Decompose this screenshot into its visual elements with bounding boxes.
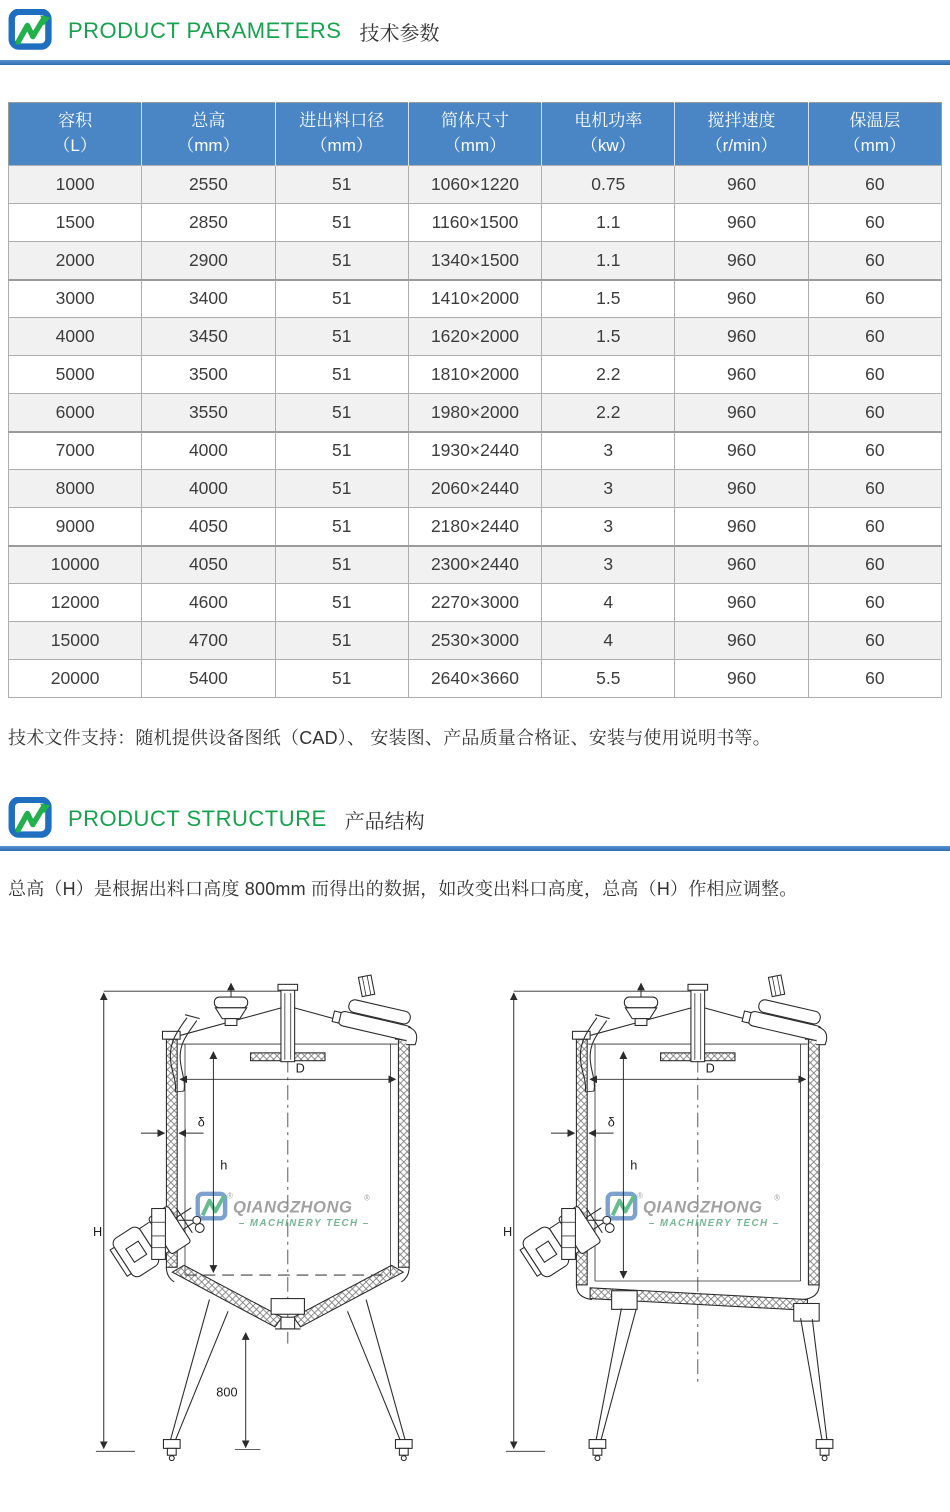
svg-text:H: H [92, 1223, 103, 1239]
table-cell: 4000 [142, 432, 275, 470]
table-cell: 4000 [142, 470, 275, 508]
table-cell: 15000 [9, 622, 142, 660]
table-cell: 60 [808, 584, 941, 622]
table-cell: 960 [675, 622, 808, 660]
column-header: 进出料口径 （mm） [275, 103, 408, 166]
table-cell: 51 [275, 622, 408, 660]
table-cell: 6000 [9, 394, 142, 432]
table-cell: 60 [808, 356, 941, 394]
table-cell: 51 [275, 356, 408, 394]
total-height-note: 总高（H）是根据出料口高度 800mm 而得出的数据，如改变出料口高度，总高（H）作相应调整。 [8, 879, 798, 899]
svg-text:– MACHINERY TECH –: – MACHINERY TECH – [238, 1218, 370, 1230]
table-cell: 2060×2440 [408, 470, 541, 508]
table-cell: 51 [275, 470, 408, 508]
table-row [9, 242, 942, 280]
svg-text:D: D [705, 1060, 715, 1076]
technical-docs-note: 技术文件支持：随机提供设备图纸（CAD）、 安装图、产品质量合格证、安装与使用说明书等。 [8, 728, 771, 748]
table-cell: 60 [808, 660, 941, 698]
table-row [9, 394, 942, 432]
table-cell: 2850 [142, 204, 275, 242]
table-cell: 960 [675, 318, 808, 356]
table-cell: 2.2 [542, 394, 675, 432]
section-divider [0, 846, 950, 851]
table-cell: 60 [808, 166, 941, 204]
table-cell: 2.2 [542, 356, 675, 394]
table-cell: 3450 [142, 318, 275, 356]
table-cell: 1.1 [542, 204, 675, 242]
table-cell: 1930×2440 [408, 432, 541, 470]
section-header-parameters [0, 8, 950, 54]
brand-logo-icon [8, 9, 54, 53]
svg-text:800: 800 [216, 1384, 238, 1400]
table-cell: 1500 [9, 204, 142, 242]
table-cell: 51 [275, 508, 408, 546]
structure-diagrams [0, 971, 950, 1495]
table-cell: 1060×1220 [408, 166, 541, 204]
section-title-en: PRODUCT STRUCTURE [68, 806, 327, 831]
table-cell: 960 [675, 394, 808, 432]
table-cell: 3 [542, 508, 675, 546]
table-cell: 20000 [9, 660, 142, 698]
section-header-structure [0, 796, 950, 842]
table-cell: 1810×2000 [408, 356, 541, 394]
column-header: 简体尺寸 （mm） [408, 103, 541, 166]
table-cell: 1980×2000 [408, 394, 541, 432]
table-cell: 960 [675, 508, 808, 546]
svg-text:δ: δ [197, 1114, 205, 1130]
table-cell: 5.5 [542, 660, 675, 698]
table-cell: 51 [275, 660, 408, 698]
table-cell: 51 [275, 280, 408, 318]
table-cell: 60 [808, 508, 941, 546]
table-cell: 1.5 [542, 318, 675, 356]
table-cell: 2640×3660 [408, 660, 541, 698]
table-cell: 2180×2440 [408, 508, 541, 546]
parameters-table-body [9, 166, 942, 698]
table-cell: 4050 [142, 508, 275, 546]
table-cell: 60 [808, 242, 941, 280]
table-cell: 51 [275, 394, 408, 432]
watermark-logo [608, 1192, 780, 1229]
svg-text:QIANGZHONG: QIANGZHONG [642, 1197, 763, 1217]
table-cell: 60 [808, 546, 941, 584]
table-cell: 2550 [142, 166, 275, 204]
table-cell: 960 [675, 584, 808, 622]
table-cell: 960 [675, 166, 808, 204]
table-cell: 51 [275, 204, 408, 242]
svg-text:H: H [502, 1223, 513, 1239]
table-cell: 4700 [142, 622, 275, 660]
svg-text:D: D [295, 1060, 305, 1076]
table-cell: 960 [675, 356, 808, 394]
table-cell: 960 [675, 470, 808, 508]
table-row [9, 622, 942, 660]
section-title-zh: 产品结构 [344, 810, 425, 833]
brand-logo-icon [8, 797, 54, 841]
table-row [9, 508, 942, 546]
parameters-table [8, 102, 942, 698]
table-cell: 2530×3000 [408, 622, 541, 660]
table-cell: 8000 [9, 470, 142, 508]
table-cell: 5000 [9, 356, 142, 394]
table-row [9, 356, 942, 394]
table-cell: 960 [675, 432, 808, 470]
table-cell: 2000 [9, 242, 142, 280]
table-cell: 1410×2000 [408, 280, 541, 318]
table-cell: 5400 [142, 660, 275, 698]
table-cell: 3 [542, 432, 675, 470]
table-row [9, 318, 942, 356]
table-cell: 60 [808, 204, 941, 242]
table-cell: 3550 [142, 394, 275, 432]
table-cell: 3500 [142, 356, 275, 394]
svg-text:δ: δ [607, 1114, 615, 1130]
table-cell: 2270×3000 [408, 584, 541, 622]
table-cell: 60 [808, 432, 941, 470]
table-cell: 60 [808, 622, 941, 660]
table-cell: 3 [542, 470, 675, 508]
table-cell: 51 [275, 584, 408, 622]
table-cell: 3000 [9, 280, 142, 318]
section-title-en: PRODUCT PARAMETERS [68, 18, 342, 43]
table-row [9, 660, 942, 698]
table-cell: 3400 [142, 280, 275, 318]
table-cell: 960 [675, 280, 808, 318]
table-cell: 0.75 [542, 166, 675, 204]
parameters-table-head [9, 103, 942, 166]
svg-text:®: ® [774, 1193, 780, 1203]
watermark-logo [198, 1192, 370, 1229]
table-cell: 2900 [142, 242, 275, 280]
table-cell: 1000 [9, 166, 142, 204]
table-cell: 960 [675, 546, 808, 584]
table-cell: 51 [275, 318, 408, 356]
column-header: 保温层 （mm） [808, 103, 941, 166]
table-cell: 2300×2440 [408, 546, 541, 584]
table-cell: 960 [675, 660, 808, 698]
table-row [9, 546, 942, 584]
table-row [9, 584, 942, 622]
table-cell: 60 [808, 394, 941, 432]
structure-diagram-cone-bottom-tank [92, 971, 464, 1495]
table-cell: 7000 [9, 432, 142, 470]
table-cell: 60 [808, 318, 941, 356]
table-cell: 4000 [9, 318, 142, 356]
section-title-zh: 技术参数 [359, 22, 440, 45]
table-row [9, 204, 942, 242]
svg-text:h: h [630, 1157, 638, 1173]
table-cell: 4 [542, 584, 675, 622]
table-cell: 3 [542, 546, 675, 584]
structure-diagram-flat-bottom-tank [502, 971, 874, 1495]
table-row [9, 432, 942, 470]
column-header: 电机功率 （kw） [542, 103, 675, 166]
table-cell: 51 [275, 546, 408, 584]
table-cell: 10000 [9, 546, 142, 584]
table-cell: 4600 [142, 584, 275, 622]
column-header: 容积 （L） [9, 103, 142, 166]
section-divider [0, 60, 950, 65]
table-cell: 1160×1500 [408, 204, 541, 242]
table-row [9, 166, 942, 204]
table-cell: 60 [808, 470, 941, 508]
table-cell: 1.5 [542, 280, 675, 318]
table-cell: 1.1 [542, 242, 675, 280]
svg-text:– MACHINERY TECH –: – MACHINERY TECH – [648, 1218, 780, 1230]
svg-text:®: ® [227, 1191, 233, 1201]
svg-text:®: ® [364, 1193, 370, 1203]
table-row [9, 470, 942, 508]
table-cell: 9000 [9, 508, 142, 546]
table-cell: 1620×2000 [408, 318, 541, 356]
table-row [9, 280, 942, 318]
svg-text:h: h [220, 1157, 228, 1173]
table-cell: 1340×1500 [408, 242, 541, 280]
table-cell: 60 [808, 280, 941, 318]
table-cell: 4050 [142, 546, 275, 584]
svg-text:®: ® [637, 1191, 643, 1201]
svg-text:QIANGZHONG: QIANGZHONG [232, 1197, 353, 1217]
table-cell: 960 [675, 204, 808, 242]
column-header: 总高 （mm） [142, 103, 275, 166]
table-cell: 960 [675, 242, 808, 280]
table-cell: 12000 [9, 584, 142, 622]
table-cell: 51 [275, 166, 408, 204]
table-cell: 4 [542, 622, 675, 660]
column-header: 搅拌速度 （r/min） [675, 103, 808, 166]
table-cell: 51 [275, 432, 408, 470]
table-cell: 51 [275, 242, 408, 280]
